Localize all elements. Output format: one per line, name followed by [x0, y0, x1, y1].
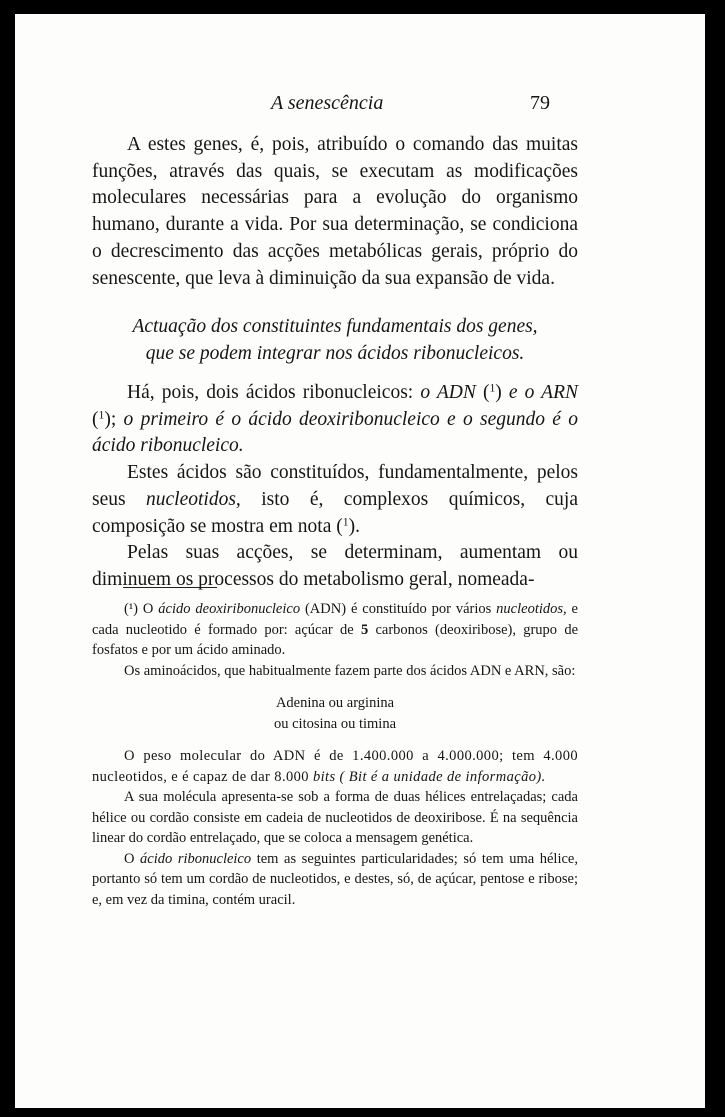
italic-run: o primeiro é o ácido deoxiribonucleico e o segundo é o ácido ribonucleico. [92, 408, 578, 457]
footnote-bases [92, 693, 578, 734]
footnote-ref: 1 [98, 408, 105, 422]
italic-run: nucleotidos, [146, 488, 241, 510]
footnote-arn [92, 849, 578, 911]
body-text-top [92, 132, 578, 292]
italic-run: ácido deoxiribonucleico [158, 601, 301, 617]
footnote-marker: (¹) [124, 601, 139, 617]
bold-run: 5 [360, 621, 369, 638]
italic-run: e o ARN [501, 382, 578, 403]
footnote-divider [123, 587, 217, 588]
running-title: A senescência [271, 92, 384, 114]
text-run: O [138, 601, 159, 617]
paragraph-actions [92, 540, 578, 593]
text-run: ( [92, 408, 99, 430]
text-run: ); [104, 408, 117, 430]
text-run: Os aminoácidos, que habitualmente fazem parte dos ácidos ADN e ARN, são: [124, 662, 576, 679]
text-run: ). [348, 515, 360, 537]
text-run: (ADN) é constituído por vários [300, 601, 497, 617]
text-run: Estes ácidos são constituídos, fundamentalmente, pelos seus [92, 462, 578, 510]
bases-line-1: Adenina ou arginina [275, 695, 395, 711]
text-run: ) [495, 382, 502, 403]
text-run: e cada nucleotido é formado por: açúcar de [92, 601, 578, 638]
text-run: O [124, 850, 141, 867]
paragraph-two-acids [92, 380, 578, 460]
text-run: Pelas suas acções, se determinam, aumentam ou diminuem os processos do metabolismo geral, nomeada- [92, 542, 578, 590]
footnotes [92, 599, 578, 910]
footnote-helix [92, 787, 578, 849]
footnote-aminoacids [92, 661, 578, 682]
text-run: tem as seguintes particularidades; só tem uma hélice, portanto só tem um cordão de nucleotidos, e destes, só, de açúcar, pentose e ribose; e, em vez da timina, contém uracil. [92, 850, 578, 908]
section-subheading [92, 314, 578, 367]
paragraph-genes-text: A estes genes, é, pois, atribuído o comando das muitas funções, através das quais, se executam as modificações moleculares necessárias para a evolução do organismo humano, durante a vida. Por sua determinação, se condiciona o decrescimento das acções metabólicas gerais, próprio do senescente, que leva à diminuição da sua expansão de vida. [92, 134, 578, 289]
page-number: 79 [530, 92, 550, 114]
body-text-main [92, 380, 578, 594]
subheading-line-2: que se podem integrar nos ácidos ribonucleicos. [145, 342, 525, 364]
book-page [15, 14, 705, 1108]
footnote-ref: 1 [342, 515, 349, 529]
footnote-ref: 1 [489, 381, 496, 395]
italic-run: o ADN [420, 382, 476, 403]
text-run: carbonos (deoxiribose), grupo de fosfatos e por um ácido aminado. [92, 621, 578, 658]
paragraph-genes [92, 132, 578, 292]
text-run: A sua molécula apresenta-se sob a forma de duas hélices entrelaçadas; cada hélice ou cordão consiste em cadeia de nucleotidos de deoxiribose. É na sequência linear do cordão entrelaçado, que se coloca a mensagem genética. [92, 789, 578, 846]
footnote-molecular-weight [92, 746, 578, 787]
italic-run: bits ( Bit é a unidade de informação). [312, 768, 546, 785]
paragraph-constituents [92, 460, 578, 540]
text-run: ( [482, 382, 490, 403]
italic-run: ácido ribonucleico [140, 850, 252, 867]
page-header [15, 92, 705, 122]
bases-line-2: ou citosina ou timina [273, 715, 397, 732]
text-run: Há, pois, dois ácidos ribonucleicos: [127, 382, 421, 403]
text-run: O peso molecular do ADN é de 1.400.000 a 4.000.000; tem 4.000 nucleotidos, e é capaz de dar 8.000 [92, 748, 578, 785]
footnote-1 [92, 599, 578, 661]
text-run: isto é, complexos químicos, cuja composição se mostra em nota ( [92, 488, 578, 537]
subheading-line-1: Actuação dos constituintes fundamentais dos genes, [132, 316, 538, 337]
italic-run: nucleotidos, [496, 601, 567, 617]
